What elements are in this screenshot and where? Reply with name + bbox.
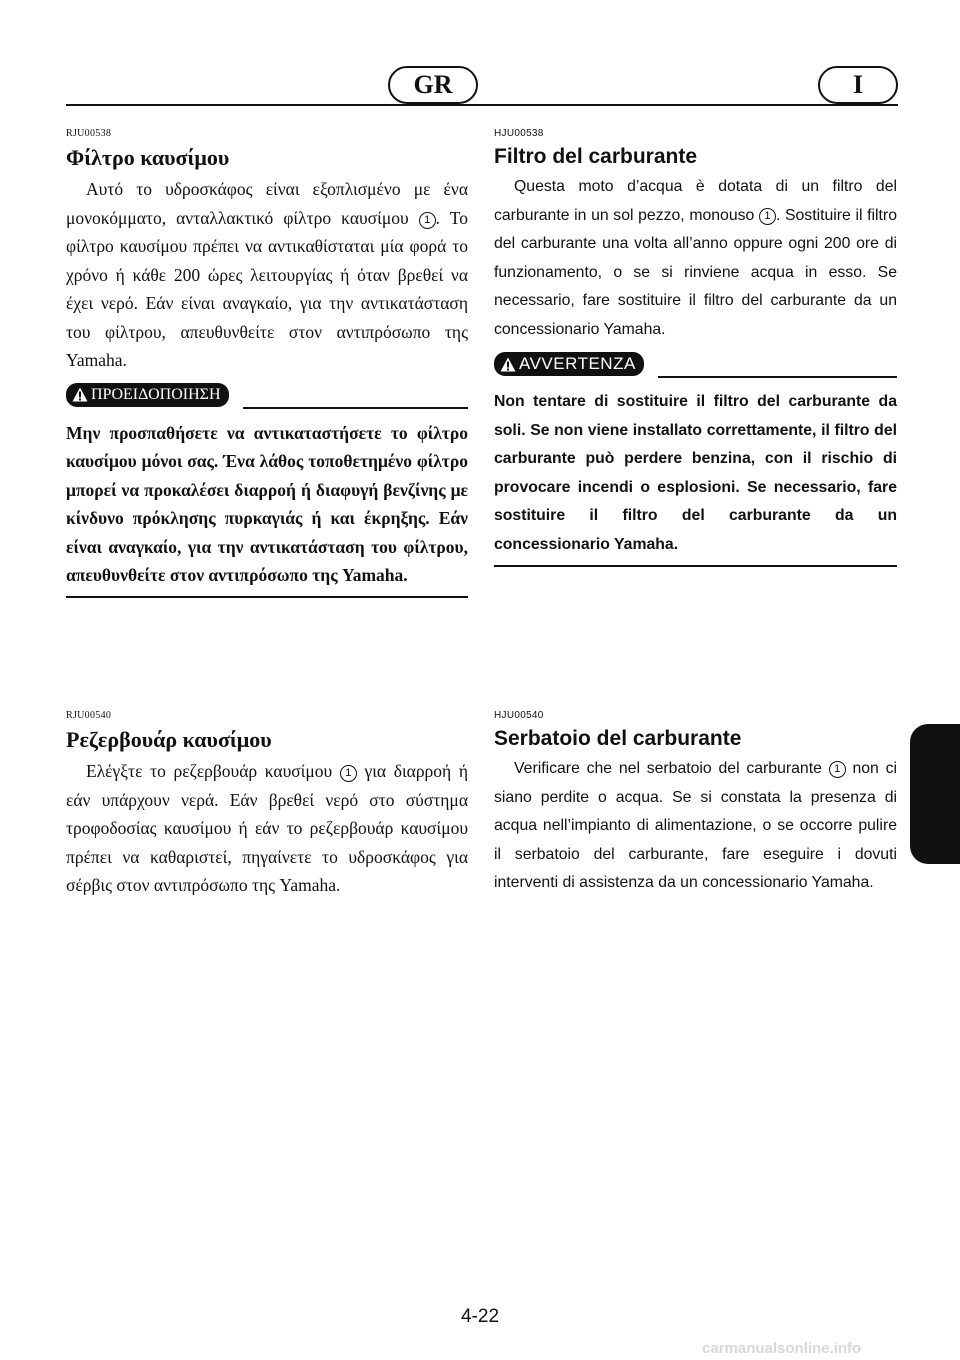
warning-rule xyxy=(243,406,468,409)
section-code: RJU00540 xyxy=(66,710,112,721)
section-body xyxy=(66,757,468,900)
section-it-fuel-tank xyxy=(494,710,897,898)
warning-text: Non tentare di sostituire il filtro del carburante da soli. Se non viene installato correttamente, il filtro del carburante può perdere benzina, con il rischio di provocare incendi o esplosioni. Se necessario, fare sostituire il filtro del carburante da un concessionario Yamaha. xyxy=(494,393,897,553)
section-it-fuel-filter xyxy=(494,128,897,567)
section-gr-fuel-tank xyxy=(66,710,468,900)
section-body xyxy=(494,173,897,344)
body-text: Αυτό το υδροσκάφος είναι εξοπλισμένο με ένα μονοκόμματο, ανταλλακτικό φίλτρο καυσίμου xyxy=(66,179,468,228)
warning-triangle-icon xyxy=(500,357,516,372)
page-number: 4-22 xyxy=(460,1306,500,1327)
warning-end-rule xyxy=(66,596,468,598)
warning-text: Μην προσπαθήσετε να αντικαταστήσετε το φίλτρο καυσίμου μόνοι σας. Ένα λάθος τοποθετημένο φίλτρο μπορεί να προκαλέσει διαρροή ή διαφυγή βενζίνης με κίνδυνο πρόκλησης πυρκαγιάς ή και έκρηξης. Εάν είναι αναγκαίο, για την αντικατάσταση του φίλτρου, απευθυνθείτε στον αντιπρόσωπο της Yamaha. xyxy=(66,422,468,585)
header-rule xyxy=(66,104,898,106)
warning-badge xyxy=(66,383,229,407)
section-body xyxy=(66,175,468,375)
body-text: για διαρροή ή εάν υπάρχουν νερά. Εάν βρεθεί νερό στο σύστημα τροφοδοσίας καυσίμου ή εάν το ρεζερβουάρ καυσίμου πρέπει να καθαριστεί, πηγαίνετε το υδροσκάφος για σέρβις στον αντιπρόσωπο της Yamaha. xyxy=(66,761,468,895)
warning-end-rule xyxy=(494,565,897,567)
warning-rule xyxy=(658,375,897,378)
warning-header xyxy=(66,383,468,407)
section-title: Filtro del carburante xyxy=(494,145,698,168)
body-text: . Το φίλτρο καυσίμου πρέπει να αντικαθίσταται μία φορά το χρόνο ή κάθε 200 ώρες λειτουργίας ή όταν βρεθεί να έχει νερό. Εάν είναι αναγκαίο, για την αντικατάσταση του φίλτρου, απευθυνθείτε στον αντιπρόσωπο της Yamaha. xyxy=(66,207,468,370)
section-title: Ρεζερβουάρ καυσίμου xyxy=(66,727,272,752)
section-title: Serbatoio del carburante xyxy=(494,727,742,750)
section-body xyxy=(494,755,897,898)
warning-badge xyxy=(494,352,644,376)
chapter-side-tab xyxy=(910,724,960,864)
warning-triangle-icon xyxy=(72,387,88,402)
section-gr-fuel-filter xyxy=(66,128,468,598)
watermark: carmanualsonline.info xyxy=(702,1340,862,1357)
section-code: RJU00538 xyxy=(66,128,112,139)
section-title: Φίλτρο καυσίμου xyxy=(66,145,230,170)
callout-marker: 1 xyxy=(829,761,846,778)
language-tab-italian: I xyxy=(818,66,898,104)
body-text: non ci siano perdite o acqua. Se si constata la presenza di acqua nell’impianto di alimentazione, o se occorre pulire il serbatoio del carburante, fare eseguire i dovuti interventi di assistenza da un concessionario Yamaha. xyxy=(494,760,897,891)
section-code: HJU00540 xyxy=(494,710,544,721)
callout-marker: 1 xyxy=(419,212,436,229)
language-tab-greek: GR xyxy=(388,66,478,104)
body-text: Verificare che nel serbatoio del carburante xyxy=(514,760,829,777)
body-text: Ελέγξτε το ρεζερβουάρ καυσίμου xyxy=(86,761,340,781)
callout-marker: 1 xyxy=(340,765,357,782)
warning-header xyxy=(494,352,897,376)
body-text: . Sostituire il filtro del carburante una volta all’anno oppure ogni 200 ore di funzionamento, o se si rinviene acqua in esso. Se necessario, fare sostituire il filtro del carburante da un concessionario Yamaha. xyxy=(494,206,897,338)
body-text: Questa moto d’acqua è dotata di un filtro del carburante in un sol pezzo, monouso xyxy=(494,178,897,224)
warning-label: AVVERTENZA xyxy=(519,354,636,373)
warning-label: ΠΡΟΕΙΔΟΠΟΙΗΣΗ xyxy=(91,385,221,403)
section-code: HJU00538 xyxy=(494,128,544,139)
callout-marker: 1 xyxy=(759,208,776,225)
